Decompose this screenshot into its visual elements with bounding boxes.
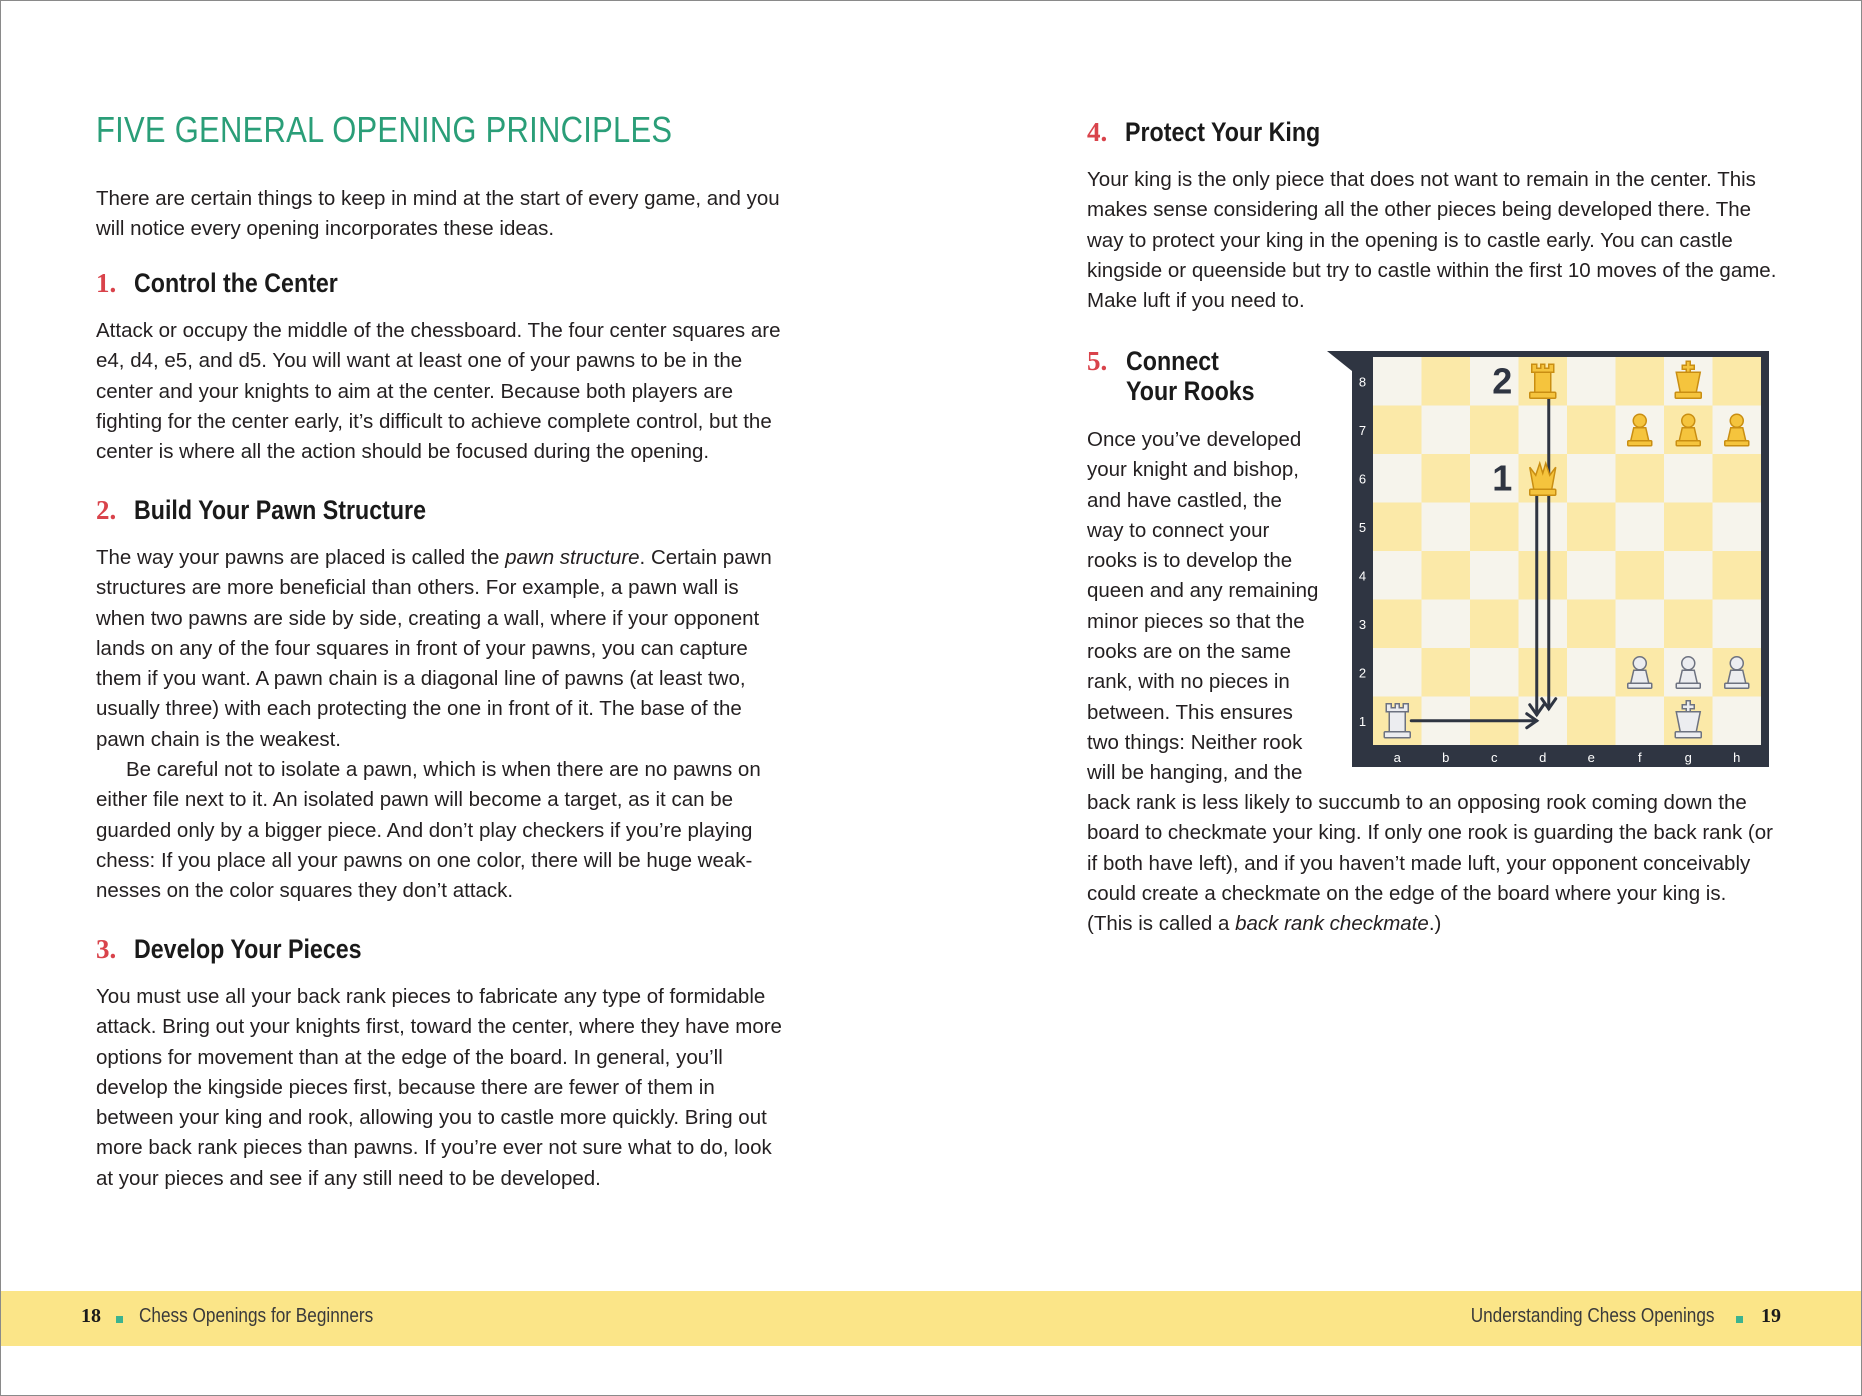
- step-label: 2: [1492, 360, 1513, 402]
- page-number-right: 19: [1761, 1305, 1781, 1327]
- section-body-2: Be careful not to isolate a pawn, which is when there are no pawns on either file next to it. An isolated pawn will become a target, as it can be guarded only by a bigger piece. And don’t play checkers if you’re playing chess: If you place all your pawns on one color, there will be huge weaknesses on the color squares they don’t attack.: [96, 758, 761, 903]
- chess-diagram: [1327, 351, 1769, 767]
- rank-label: 6: [1358, 471, 1367, 487]
- section-title: Build Your Pawn Structure: [134, 495, 427, 525]
- body-line: and have castled, the: [1087, 488, 1282, 512]
- rank-label: 4: [1358, 568, 1367, 584]
- board-square-e2: [1567, 648, 1616, 697]
- body-line: rank, with no pieces in: [1087, 670, 1290, 694]
- board-square-f6: [1616, 454, 1665, 503]
- board-square-b5: [1422, 503, 1471, 552]
- board-square-f1: [1616, 697, 1665, 746]
- board-square-e5: [1567, 503, 1616, 552]
- section-develop-pieces: [96, 934, 786, 1194]
- page-footer: [1, 1291, 1861, 1346]
- running-title-right: Understanding Chess Openings: [1471, 1305, 1715, 1327]
- file-label: a: [1393, 750, 1401, 765]
- section-number: 4.: [1087, 117, 1108, 147]
- board-square-g6: [1664, 454, 1713, 503]
- board-square-h8: [1713, 357, 1762, 406]
- file-label: e: [1587, 750, 1595, 765]
- board-square-e1: [1567, 697, 1616, 746]
- section-body-wide: back rank is less likely to succumb to an opposing rook coming down the board to checkmate your king. If only one rook is guarding the back rank (or if both have left), and if you haven’t made luft, your opponent conceivably could create a checkmate on the edge of the board where your king is. (This is called a back rank checkmate.): [1087, 791, 1773, 936]
- board-square-d3: [1519, 600, 1568, 649]
- body-line: minor pieces so that the: [1087, 609, 1305, 633]
- footer-dot-left: [116, 1316, 123, 1323]
- board-square-c2: [1470, 648, 1519, 697]
- section-title-line-2: Your Rooks: [1126, 376, 1255, 406]
- board-square-a8: [1373, 357, 1422, 406]
- body-line: your knight and bishop,: [1087, 458, 1299, 482]
- file-label: f: [1637, 750, 1642, 765]
- section-number: 3.: [96, 934, 117, 964]
- section-title: Protect Your King: [1125, 117, 1321, 147]
- board-square-h6: [1713, 454, 1762, 503]
- term-back-rank-checkmate: back rank checkmate: [1235, 912, 1429, 936]
- rank-label: 7: [1358, 422, 1367, 438]
- board-square-g3: [1664, 600, 1713, 649]
- body-line: way to connect your: [1087, 518, 1270, 542]
- board-square-f4: [1616, 551, 1665, 600]
- body-line: rooks is to develop the: [1087, 549, 1293, 573]
- board-square-a3: [1373, 600, 1422, 649]
- board-square-b3: [1422, 600, 1471, 649]
- board-square-e3: [1567, 600, 1616, 649]
- board-square-d2: [1519, 648, 1568, 697]
- footer-dot-right: [1736, 1316, 1743, 1323]
- board-square-a5: [1373, 503, 1422, 552]
- board-square-c4: [1470, 551, 1519, 600]
- section-number: 1.: [96, 268, 117, 298]
- intro-paragraph: There are certain things to keep in mind at the start of every game, and you will notice every opening incorporates these ideas.: [96, 187, 780, 241]
- file-label: b: [1442, 750, 1450, 765]
- board-square-d7: [1519, 406, 1568, 455]
- board-square-b2: [1422, 648, 1471, 697]
- rank-label: 5: [1358, 519, 1367, 535]
- file-label: g: [1684, 750, 1692, 765]
- board-square-e6: [1567, 454, 1616, 503]
- page-number-left: 18: [81, 1305, 101, 1327]
- body-line: between. This ensures: [1087, 700, 1293, 724]
- board-square-h5: [1713, 503, 1762, 552]
- section-protect-king: [1087, 117, 1777, 316]
- board-square-c3: [1470, 600, 1519, 649]
- board-square-c5: [1470, 503, 1519, 552]
- page-title: FIVE GENERAL OPENING PRINCIPLES: [96, 109, 673, 150]
- board-square-b4: [1422, 551, 1471, 600]
- board-square-a7: [1373, 406, 1422, 455]
- section-body: Your king is the only piece that does not want to remain in the center. This makes sense considering all the other pieces being developed there. The way to protect your king in the opening is to castle early. You can castle kingside or queenside but try to castle within the first 10 moves of the game. Make luft if you need to.: [1087, 168, 1777, 313]
- section-body: Attack or occupy the middle of the chessboard. The four center squares are e4, d4, e5, and d5. You will want at least one of your pawns to be in the center and your knights to aim at the center. Because both players are fighting for the center early, it’s difficult to achieve complete control, but the center is where all the action should be focused during the opening.: [96, 319, 781, 464]
- section-body: The way your pawns are placed is called the pawn structure. Certain pawn structures are more beneficial than others. For example, a pawn wall is when two pawns are side by side, creating a wall, where if your opponent lands on any of the four squares in front of your pawns, you can capture them if you want. A pawn chain is a diagonal line of pawns (at least two, usually three) with each protecting the one in front of it. The base of the pawn chain is the weakest.: [96, 546, 772, 751]
- board-square-a4: [1373, 551, 1422, 600]
- board-square-e4: [1567, 551, 1616, 600]
- step-label: 1: [1492, 457, 1513, 499]
- rank-label: 1: [1358, 713, 1367, 729]
- file-label: h: [1733, 750, 1741, 765]
- board-square-b8: [1422, 357, 1471, 406]
- section-title: Develop Your Pieces: [134, 934, 362, 964]
- file-label: c: [1491, 750, 1498, 765]
- section-number: 2.: [96, 495, 117, 525]
- body-line: rooks are on the same: [1087, 640, 1291, 664]
- board-square-d5: [1519, 503, 1568, 552]
- board-square-c7: [1470, 406, 1519, 455]
- board-square-f8: [1616, 357, 1665, 406]
- board-square-e8: [1567, 357, 1616, 406]
- section-connect-rooks-heading: [1087, 346, 1347, 406]
- section-pawn-structure: [96, 495, 786, 907]
- board-square-f5: [1616, 503, 1665, 552]
- board-square-a2: [1373, 648, 1422, 697]
- section-body-narrow: [1087, 425, 1322, 789]
- board-square-a6: [1373, 454, 1422, 503]
- body-line: Once you’ve developed: [1087, 428, 1302, 451]
- running-title-left: Chess Openings for Beginners: [139, 1305, 374, 1327]
- section-title: Control the Center: [134, 268, 338, 298]
- board-square-f3: [1616, 600, 1665, 649]
- board-square-b6: [1422, 454, 1471, 503]
- board-square-h3: [1713, 600, 1762, 649]
- board-square-g4: [1664, 551, 1713, 600]
- section-body: You must use all your back rank pieces to fabricate any type of formidable attack. Bring out your knights first, toward the center, where they have more options for movement than at the edge of the board. In general, you’ll develop the kingside pieces first, because there are fewer of them in between your king and rook, allowing you to castle more quickly. Bring out more back rank pieces than pawns. If you’re ever not sure what to do, look at your pieces and see if any still need to be developed.: [96, 985, 782, 1190]
- section-control-center: [96, 268, 786, 467]
- board-square-e7: [1567, 406, 1616, 455]
- board-square-g5: [1664, 503, 1713, 552]
- body-line: will be hanging, and the: [1087, 761, 1303, 785]
- body-line: two things: Neither rook: [1087, 730, 1303, 754]
- body-line: queen and any remaining: [1087, 579, 1319, 603]
- chessboard-svg: [1327, 351, 1769, 767]
- section-title-line-1: Connect: [1126, 346, 1219, 376]
- board-square-d4: [1519, 551, 1568, 600]
- file-label: d: [1539, 750, 1547, 765]
- rank-label: 2: [1358, 665, 1367, 681]
- section-number: 5.: [1087, 346, 1108, 376]
- rank-label: 8: [1358, 374, 1367, 390]
- board-square-h4: [1713, 551, 1762, 600]
- term-pawn-structure: pawn structure: [505, 546, 640, 569]
- rank-label: 3: [1358, 616, 1367, 632]
- board-square-h1: [1713, 697, 1762, 746]
- board-square-b7: [1422, 406, 1471, 455]
